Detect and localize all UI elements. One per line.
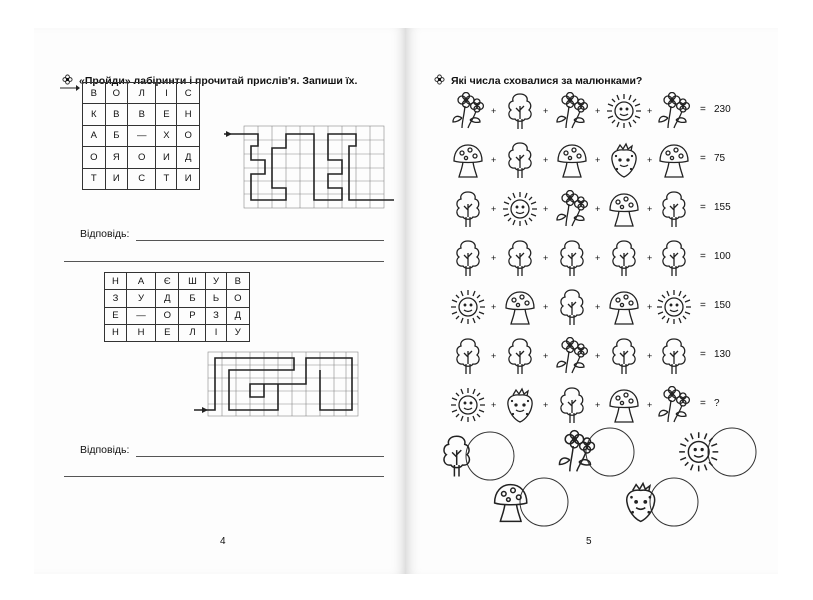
plus-sign: + xyxy=(595,400,601,410)
plus-sign: + xyxy=(647,204,653,214)
flower-with-answer-circle xyxy=(556,426,640,483)
plus-sign: + xyxy=(647,253,653,263)
tree-icon xyxy=(502,141,538,179)
answer-1-line-2 xyxy=(64,261,384,262)
equals-sign: = xyxy=(700,300,706,311)
equation-result: 100 xyxy=(714,251,731,262)
grid-cell: Є xyxy=(156,273,179,290)
equation-result: 150 xyxy=(714,300,731,311)
grid-cell: Б xyxy=(179,290,206,307)
plus-sign: + xyxy=(647,106,653,116)
grid-cell: И xyxy=(156,147,177,168)
grid-cell: Е xyxy=(105,307,127,324)
grid-cell: З xyxy=(105,290,127,307)
mushroom-icon xyxy=(502,288,538,326)
grid-cell: Ь xyxy=(206,290,226,307)
grid-cell: С xyxy=(177,83,200,104)
grid-cell: В xyxy=(226,273,249,290)
grid-cell: О xyxy=(105,83,128,104)
grid-cell: В xyxy=(83,83,106,104)
flower-icon xyxy=(656,92,692,130)
equals-sign: = xyxy=(700,153,706,164)
grid-cell: В xyxy=(128,104,156,125)
equation-row xyxy=(450,141,780,181)
answer-1-label: Відповідь: xyxy=(80,228,130,240)
tree-icon xyxy=(656,239,692,277)
grid-cell: Н xyxy=(105,273,127,290)
equation-row xyxy=(450,190,780,230)
grid-row xyxy=(83,168,200,189)
tree-icon xyxy=(450,190,486,228)
grid-cell: Л xyxy=(128,83,156,104)
equals-sign: = xyxy=(700,398,706,409)
grid-row xyxy=(83,83,200,104)
grid-row xyxy=(83,147,200,168)
tree-icon xyxy=(450,239,486,277)
equals-sign: = xyxy=(700,251,706,262)
letter-grid-1 xyxy=(82,82,200,190)
grid-cell: Д xyxy=(226,307,249,324)
sun-icon xyxy=(606,92,642,130)
flower-icon xyxy=(554,337,590,375)
grid-cell: З xyxy=(206,307,226,324)
right-task-title-text: Які числа сховалися за малюнками? xyxy=(451,74,643,87)
tree-icon xyxy=(656,190,692,228)
grid-cell: О xyxy=(156,307,179,324)
flower-icon xyxy=(656,386,692,424)
maze-1 xyxy=(224,124,394,216)
tree-icon xyxy=(502,337,538,375)
plus-sign: + xyxy=(491,351,497,361)
grid-cell: Н xyxy=(126,324,155,341)
sun-with-answer-circle xyxy=(678,426,762,483)
equation-result: 75 xyxy=(714,153,726,164)
tree-icon xyxy=(450,337,486,375)
grid-cell: Р xyxy=(179,307,206,324)
grid-cell: И xyxy=(105,168,128,189)
tree-icon xyxy=(502,239,538,277)
grid-cell: Я xyxy=(105,147,128,168)
strawberry-icon xyxy=(606,141,642,179)
sun-icon xyxy=(450,288,486,326)
grid-cell: Д xyxy=(177,147,200,168)
strawberry-icon xyxy=(502,386,538,424)
grid-cell: У xyxy=(126,290,155,307)
plus-sign: + xyxy=(491,155,497,165)
mushroom-icon xyxy=(606,190,642,228)
plus-sign: + xyxy=(491,400,497,410)
grid-cell: Н xyxy=(105,324,127,341)
grid-cell: О xyxy=(83,147,106,168)
grid-row xyxy=(105,307,250,324)
grid-cell: — xyxy=(126,307,155,324)
grid-cell: С xyxy=(128,168,156,189)
maze-2 xyxy=(194,350,364,420)
arrow-in-icon xyxy=(60,84,80,92)
plus-sign: + xyxy=(543,302,549,312)
plus-sign: + xyxy=(543,351,549,361)
equals-sign: = xyxy=(700,104,706,115)
answer-2-line xyxy=(136,456,384,457)
right-page xyxy=(406,28,778,574)
flower-icon xyxy=(450,92,486,130)
equation-result: 155 xyxy=(714,202,731,213)
flower-icon xyxy=(554,92,590,130)
task-title-quoted: «Пройди» xyxy=(79,74,131,87)
grid-cell: Ш xyxy=(179,273,206,290)
grid-cell: О xyxy=(177,125,200,146)
grid-cell: А xyxy=(83,125,106,146)
mushroom-icon xyxy=(450,141,486,179)
plus-sign: + xyxy=(595,155,601,165)
grid-cell: О xyxy=(226,290,249,307)
mushroom-with-answer-circle xyxy=(490,476,574,533)
plus-sign: + xyxy=(595,106,601,116)
plus-sign: + xyxy=(543,253,549,263)
tree-icon xyxy=(656,337,692,375)
grid-cell: У xyxy=(206,273,226,290)
plus-sign: + xyxy=(595,253,601,263)
equation-row xyxy=(450,288,780,328)
answer-1-line xyxy=(136,240,384,241)
grid-cell: І xyxy=(156,83,177,104)
answer-2-line-2 xyxy=(64,476,384,477)
sun-icon xyxy=(656,288,692,326)
tree-icon xyxy=(502,92,538,130)
grid-cell: В xyxy=(105,104,128,125)
tree-icon xyxy=(554,239,590,277)
tree-icon xyxy=(606,337,642,375)
plus-sign: + xyxy=(491,204,497,214)
plus-sign: + xyxy=(647,155,653,165)
grid-cell: О xyxy=(128,147,156,168)
plus-sign: + xyxy=(491,302,497,312)
left-page-number: 4 xyxy=(220,536,226,547)
sun-icon xyxy=(450,386,486,424)
answer-2-label: Відповідь: xyxy=(80,444,130,456)
grid-cell: Б xyxy=(105,125,128,146)
plus-sign: + xyxy=(491,106,497,116)
grid-cell: К xyxy=(83,104,106,125)
grid-cell: І xyxy=(206,324,226,341)
flower-bullet-icon xyxy=(434,74,445,88)
plus-sign: + xyxy=(543,400,549,410)
plus-sign: + xyxy=(647,351,653,361)
tree-icon xyxy=(554,386,590,424)
plus-sign: + xyxy=(543,106,549,116)
equation-result: ? xyxy=(714,398,720,409)
grid-cell: И xyxy=(177,168,200,189)
mushroom-icon xyxy=(656,141,692,179)
plus-sign: + xyxy=(647,302,653,312)
grid-cell: Е xyxy=(156,324,179,341)
equals-sign: = xyxy=(700,202,706,213)
task-title-rest: лабіринти і прочитай прислів'я. Запиши їх. xyxy=(130,74,358,87)
plus-sign: + xyxy=(595,204,601,214)
equation-result: 230 xyxy=(714,104,731,115)
right-page-number: 5 xyxy=(586,536,592,547)
left-page xyxy=(34,28,406,574)
grid-cell: Х xyxy=(156,125,177,146)
grid-row xyxy=(105,324,250,341)
tree-icon xyxy=(554,288,590,326)
grid-cell: Н xyxy=(177,104,200,125)
mushroom-icon xyxy=(554,141,590,179)
plus-sign: + xyxy=(543,155,549,165)
mushroom-icon xyxy=(606,288,642,326)
grid-cell: У xyxy=(226,324,249,341)
mushroom-icon xyxy=(606,386,642,424)
equation-result: 130 xyxy=(714,349,731,360)
letter-grid-2 xyxy=(104,272,250,342)
plus-sign: + xyxy=(491,253,497,263)
grid-row xyxy=(83,104,200,125)
plus-sign: + xyxy=(543,204,549,214)
equals-sign: = xyxy=(700,349,706,360)
grid-row xyxy=(105,290,250,307)
grid-cell: Е xyxy=(156,104,177,125)
tree-icon xyxy=(606,239,642,277)
grid-row xyxy=(83,125,200,146)
equation-row xyxy=(450,337,780,377)
strawberry-with-answer-circle xyxy=(620,476,704,533)
equation-row xyxy=(450,386,780,426)
plus-sign: + xyxy=(647,400,653,410)
flower-icon xyxy=(554,190,590,228)
grid-cell: — xyxy=(128,125,156,146)
grid-cell: Т xyxy=(83,168,106,189)
grid-cell: А xyxy=(126,273,155,290)
grid-cell: Д xyxy=(156,290,179,307)
sun-icon xyxy=(502,190,538,228)
grid-cell: Л xyxy=(179,324,206,341)
plus-sign: + xyxy=(595,302,601,312)
plus-sign: + xyxy=(595,351,601,361)
equation-row xyxy=(450,92,780,132)
right-task-title xyxy=(434,74,642,88)
grid-cell: Т xyxy=(156,168,177,189)
grid-row xyxy=(105,273,250,290)
equation-row xyxy=(450,239,780,279)
